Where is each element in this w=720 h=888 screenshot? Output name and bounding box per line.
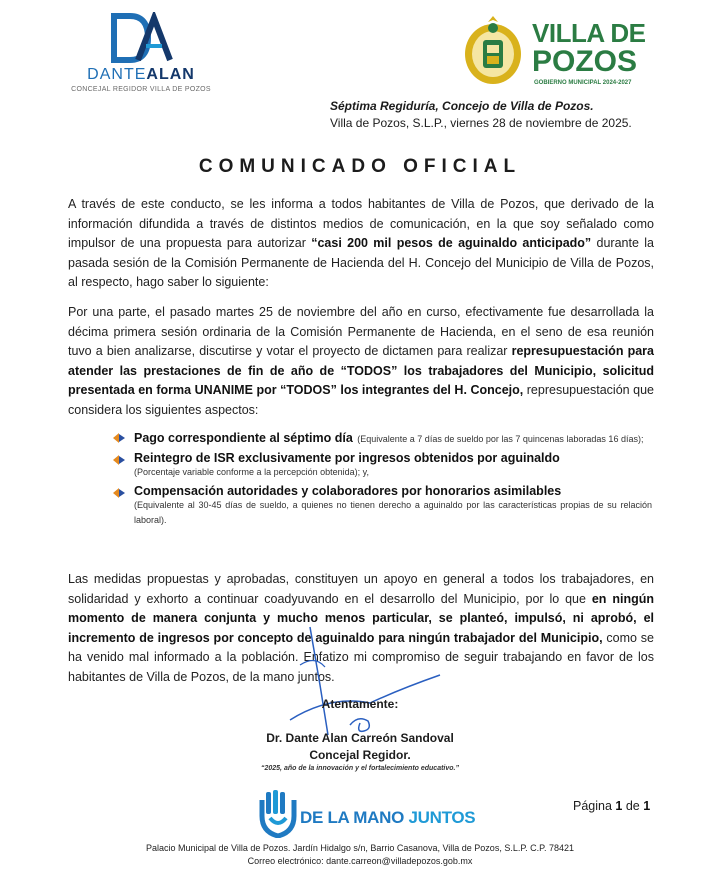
- year-motto: “2025, año de la innovación y el fortalecimiento educativo.”: [260, 765, 459, 772]
- document-title: COMUNICADO OFICIAL: [198, 156, 522, 177]
- de-la-mano-juntos-logo: [256, 788, 476, 838]
- paragraph-intro: A través de este conducto, se les informa a todos habitantes de Villa de Pozos, que derivado de la información difundida a través de distintos medios de comunicación, en la que soy señalado como impulsor de una propuesta para autorizar “casi 200 mil pesos de aguinaldo anticipado” durante la pasada sesión de la Comisión Permanente de Hacienda del H. Concejo del Municipio de Villa de Pozos, al respecto, hago saber lo siguiente:: [68, 197, 654, 289]
- list-item: Compensación autoridades y colaboradores por honorarios asimilables (Equivalente al 30-45 días de sueldo, a quienes no tienen derecho a aguinaldo por las características propias de su relación laboral).: [104, 484, 652, 528]
- footer-brand-text: DE LA MANO JUNTOS: [300, 808, 476, 827]
- paragraph-session: Por una parte, el pasado martes 25 de noviembre del año en curso, efectivamente fue desarrollada la décima primera sesión ordinaria de la Comisión Permanente de Hacienda, en el seno de esa reunión tuvo a bien analizarse, discutirse y votar el proyecto de dictamen para realizar represupuestación para atender las prestaciones de fin de año de “TODOS” los trabajadores del Municipio, solicitud presentada en forma UNANIME por “TODOS” los integrantes del H. Concejo, represupuestación que considera los siguientes aspectos:: [68, 305, 654, 417]
- footer-email: Correo electrónico: dante.carreon@villadepozos.gob.mx: [247, 856, 473, 866]
- signature-scribble-icon: [280, 625, 450, 740]
- municipal-seal-icon: [462, 14, 524, 86]
- place-date-line: Villa de Pozos, S.L.P., viernes 28 de noviembre de 2025.: [330, 116, 632, 130]
- list-item: Pago correspondiente al séptimo día (Equivalente a 7 días de sueldo por las 7 quincenas laboradas 16 días);: [104, 429, 652, 447]
- list-bullet-icon: [112, 487, 126, 499]
- list-bullet-icon: [112, 454, 126, 466]
- villa-logo-line1: VILLA DE: [532, 18, 646, 48]
- dante-logo-subtitle: CONCEJAL REGIDOR VILLA DE POZOS: [71, 86, 211, 93]
- dante-monogram-icon: [108, 12, 174, 64]
- header-office-block: [330, 98, 632, 132]
- aspects-list: [104, 429, 652, 532]
- dante-logo-name: DANTEALAN: [87, 66, 195, 83]
- hands-heart-icon: [256, 788, 300, 838]
- footer-address: Palacio Municipal de Villa de Pozos. Jardín Hidalgo s/n, Barrio Casanova, Villa de Pozos, S.L.P. C.P. 78421: [145, 843, 575, 853]
- villa-de-pozos-logo: [462, 12, 658, 90]
- office-line: Séptima Regiduría, Concejo de Villa de Pozos.: [330, 99, 594, 113]
- signer-name: Dr. Dante Alan Carreón Sandoval: [266, 731, 454, 745]
- closing-greeting: Atentamente:: [321, 697, 399, 711]
- villa-logo-subtitle: GOBIERNO MUNICIPAL 2024-2027: [534, 80, 632, 86]
- signer-role: Concejal Regidor.: [309, 748, 411, 762]
- page-number: Página 1 de 1: [573, 799, 651, 813]
- paragraph-conclusion: Las medidas propuestas y aprobadas, constituyen un apoyo en general a todos los trabajadores, en solidaridad y exhorto a continuar coadyuvando en el desarrollo del Municipio, por lo que en ningún momento de manera conjunta y mucho menos particular, se planteó, impulsó, ni aprobó, el incremento de ingresos por concepto de aguinaldo para ningún trabajador del Municipio, como se ha venido mal informado a la población. Enfatizo mi compromiso de seguir trabajando en favor de los habitantes de Villa de Pozos, de la mano juntos.: [68, 572, 654, 684]
- list-item: Reintegro de ISR exclusivamente por ingresos obtenidos por aguinaldo (Porcentaje variable conforme a la percepción obtenida); y,: [104, 451, 652, 480]
- dante-alan-logo: [66, 12, 216, 96]
- list-bullet-icon: [112, 432, 126, 444]
- villa-logo-line2: POZOS: [532, 45, 638, 78]
